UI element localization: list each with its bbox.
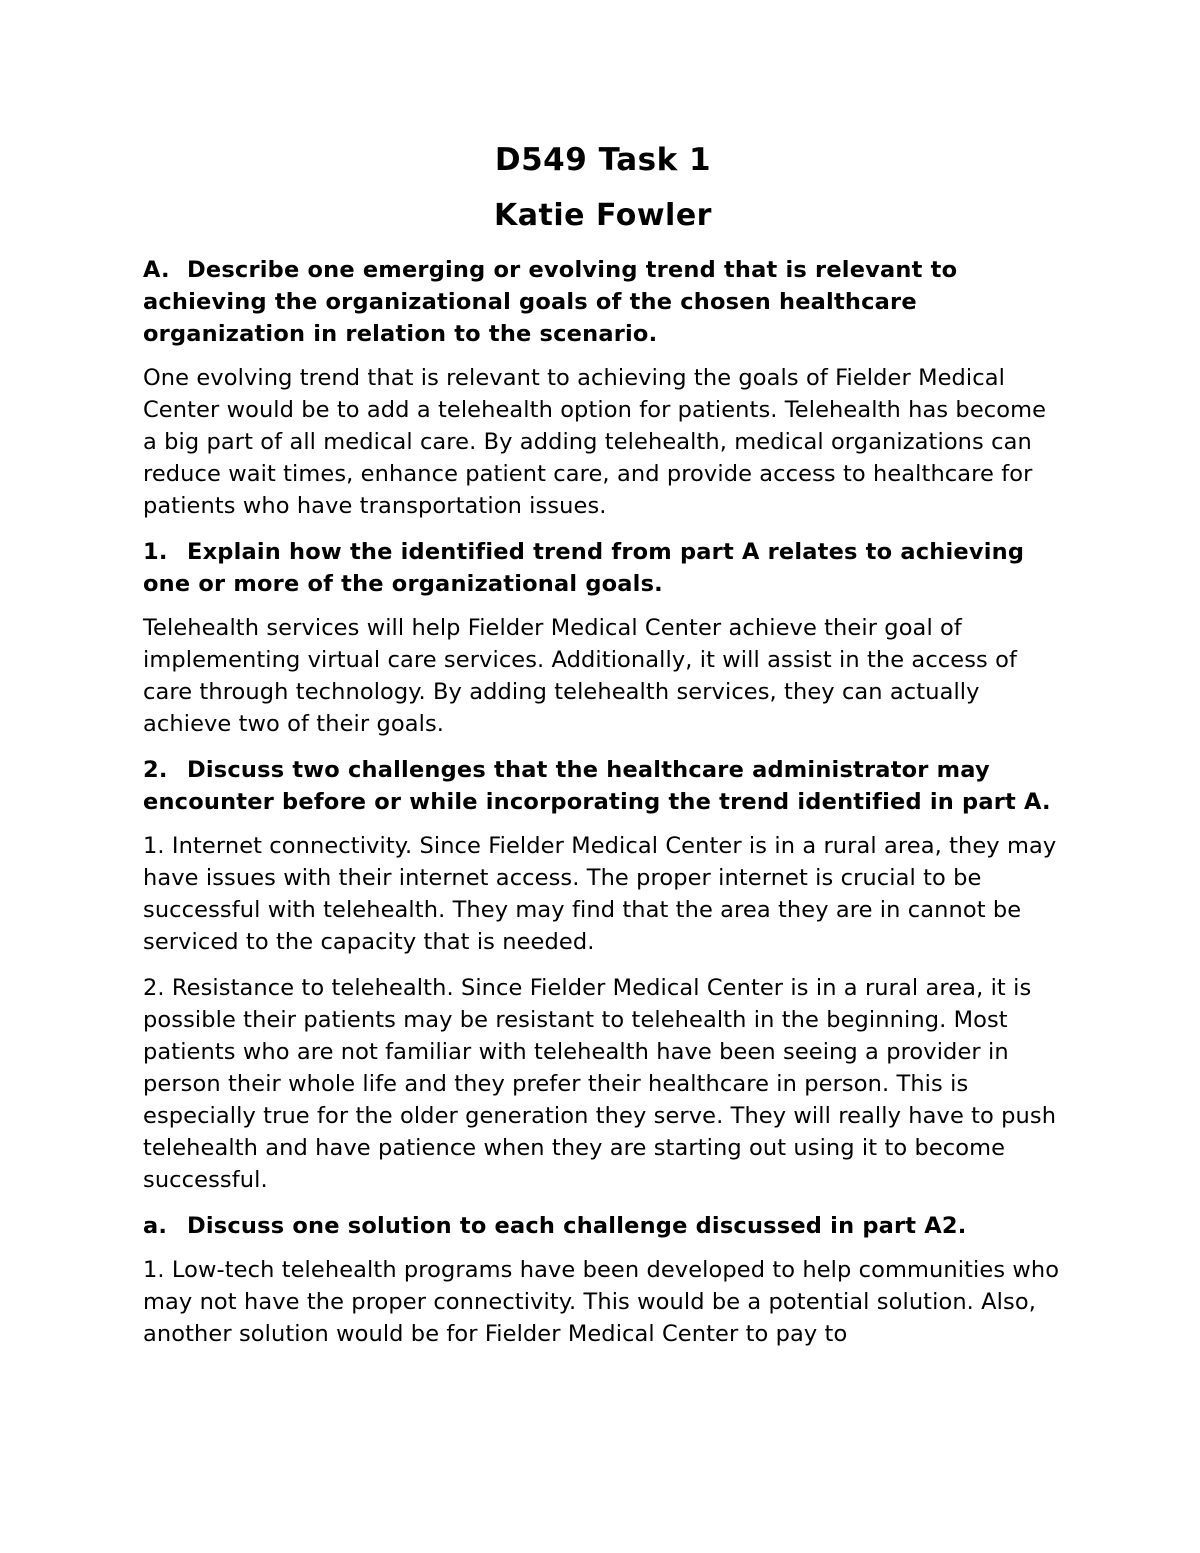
question-text: Discuss one solution to each challenge discussed in part A2. (187, 1213, 967, 1239)
question-a2 (143, 1210, 1063, 1242)
question-a (143, 254, 1063, 350)
document-title: D549 Task 1 (494, 142, 712, 178)
question-text: Discuss two challenges that the healthcare administrator may encounter before or while incorporating the trend identified in part A. (143, 757, 1051, 815)
document-author: Katie Fowler (494, 198, 712, 233)
question-2 (143, 754, 1063, 818)
answer-paragraph: 1. Low-tech telehealth programs have been developed to help communities who may not have the proper connectivity. This would be a potential solution. Also, another solution would be for Fielder Medical Center to pay to (143, 1257, 1060, 1347)
question-marker: a. (143, 1213, 168, 1239)
question-marker: 1. (143, 539, 168, 565)
answer-paragraph: 2. Resistance to telehealth. Since Fielder Medical Center is in a rural area, it is possible their patients may be resistant to telehealth in the beginning. Most patients who are not familiar with telehealth have been seeing a provider in person their whole life and they prefer their healthcare in person. This is especially true for the older generation they serve. They will really have to push telehealth and have patience when they are starting out using it to become successful. (143, 975, 1057, 1193)
question-marker: 2. (143, 757, 168, 783)
question-text: Explain how the identified trend from part A relates to achieving one or more of the organizational goals. (143, 539, 1025, 597)
question-text: Describe one emerging or evolving trend that is relevant to achieving the organizational goals of the chosen healthcare organization in relation to the scenario. (143, 257, 958, 347)
answer-paragraph: One evolving trend that is relevant to achieving the goals of Fielder Medical Center would be to add a telehealth option for patients. Telehealth has become a big part of all medical care. By adding telehealth, medical organizations can reduce wait times, enhance patient care, and provide access to healthcare for patients who have transportation issues. (143, 365, 1047, 519)
question-marker: A. (143, 257, 170, 283)
document-body (143, 140, 1063, 1364)
answer-paragraph: Telehealth services will help Fielder Medical Center achieve their goal of implementing virtual care services. Additionally, it will assist in the access of care through technology. By adding telehealth services, they can actually achieve two of their goals. (143, 615, 1017, 737)
question-1 (143, 536, 1063, 600)
answer-paragraph: 1. Internet connectivity. Since Fielder Medical Center is in a rural area, they may have issues with their internet access. The proper internet is crucial to be successful with telehealth. They may find that the area they are in cannot be serviced to the capacity that is needed. (143, 833, 1057, 955)
